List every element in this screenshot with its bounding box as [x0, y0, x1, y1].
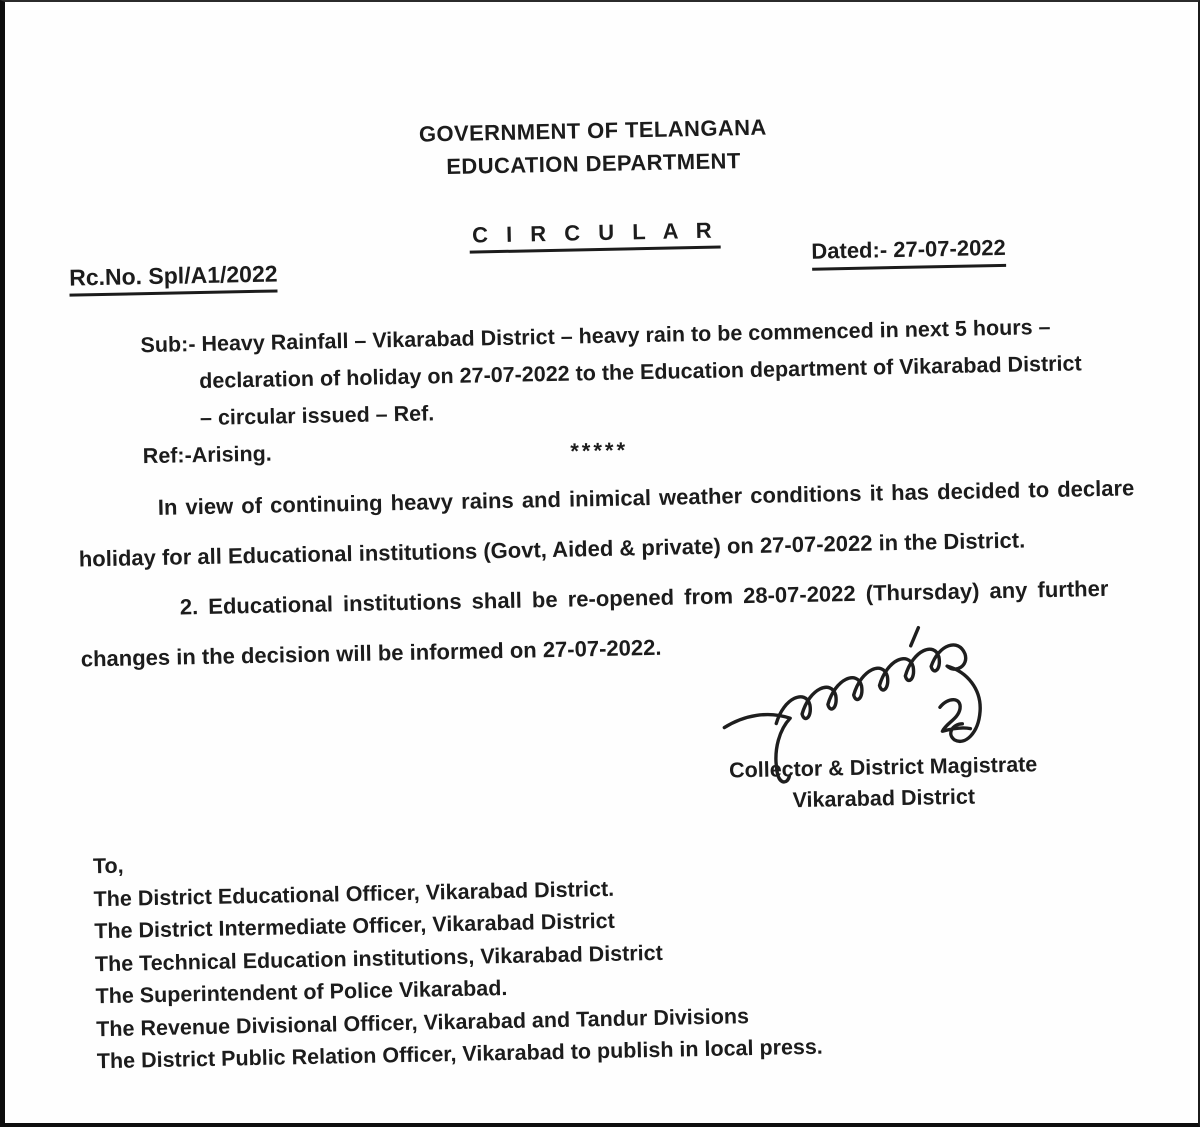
subject-text-1: Heavy Rainfall – Vikarabad District – heavy rain to be commenced in next 5 hours –: [201, 314, 1051, 356]
recipient-line: The Revenue Divisional Officer, Vikarabad and Tandur Divisions: [96, 1003, 750, 1041]
asterisk-separator: *****: [570, 437, 629, 464]
signature-block: [704, 621, 1060, 818]
signatory-title: Collector & District Magistrate: [728, 752, 1038, 783]
recipient-line: The District Intermediate Officer, Vikarabad District: [94, 908, 615, 944]
circular-heading: C I R C U L A R: [469, 218, 721, 254]
recipient-line: The Superintendent of Police Vikarabad.: [95, 975, 508, 1009]
para1-line2: holiday for all Educational institutions (Govt, Aided & private) on 27-07-2022 in the District.: [78, 527, 1026, 572]
government-title: GOVERNMENT OF TELANGANA: [418, 114, 767, 147]
recipient-line: The Technical Education institutions, Vikarabad District: [94, 940, 663, 976]
to-label: To,: [92, 853, 124, 879]
subject-line-3: – circular issued – Ref.: [199, 401, 435, 431]
para2-line1: 2. Educational institutions shall be re-opened from 28-07-2022 (Thursday) any further: [179, 575, 1109, 620]
date-label: Dated:- 27-07-2022: [811, 235, 1006, 271]
department-title: EDUCATION DEPARTMENT: [446, 148, 741, 180]
signatory-place: Vikarabad District: [792, 784, 976, 813]
recipient-line: The District Educational Officer, Vikarabad District.: [93, 876, 615, 911]
subject-label: Sub:-: [140, 332, 196, 358]
para1-line1: In view of continuing heavy rains and inimical weather conditions it has decided to declare: [157, 475, 1135, 520]
subject-line-2: declaration of holiday on 27-07-2022 to the Education department of Vikarabad District: [199, 351, 1082, 394]
ref-line: Ref:-Arising.: [142, 441, 272, 469]
reference-number: Rc.No. Spl/A1/2022: [69, 260, 278, 296]
document-header: [0, 102, 1190, 192]
distribution-list: [93, 836, 823, 1078]
recipient-line: The District Public Relation Officer, Vikarabad to publish in local press.: [96, 1034, 824, 1074]
para2-line2: changes in the decision will be informed on 27-07-2022.: [80, 634, 662, 672]
